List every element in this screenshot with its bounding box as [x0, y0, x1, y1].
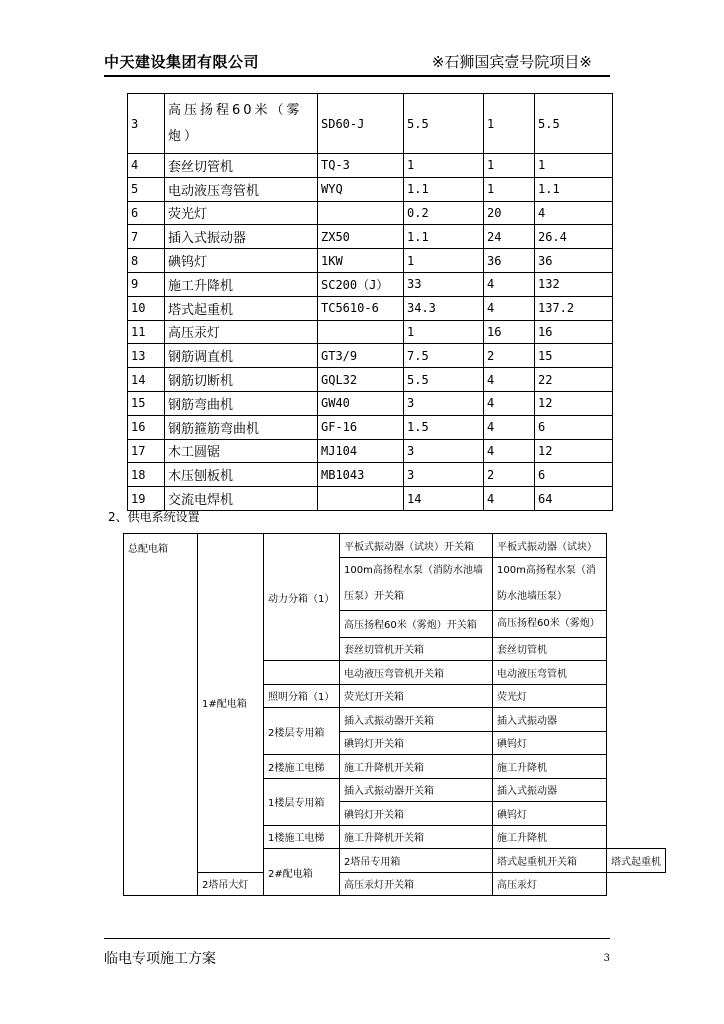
device-crane: 塔式起重机 [607, 849, 666, 873]
device-pipe-bender: 电动液压弯管机 [493, 661, 607, 685]
cell-total: 64 [535, 487, 613, 511]
page-number: 3 [603, 953, 610, 964]
cell-power: 1 [404, 320, 484, 344]
cell-qty: 1 [484, 94, 535, 154]
cell-qty: 4 [484, 272, 535, 296]
floor1-dedicated-box: 1楼层专用箱 [264, 778, 340, 825]
switch-box-vibrator-f2: 插入式振动器开关箱 [340, 708, 493, 732]
cell-qty: 2 [484, 463, 535, 487]
table-row [128, 415, 613, 439]
cell-model: WYQ [318, 177, 404, 201]
equipment-table [127, 93, 613, 511]
device-iodine-f2: 碘钨灯 [493, 731, 607, 755]
cell-name: 电动液压弯管机 [165, 177, 318, 201]
cell-model: TC5610-6 [318, 296, 404, 320]
distribution-box-2: 2#配电箱 [264, 849, 340, 896]
cell-model [318, 201, 404, 225]
cell-power: 3 [404, 463, 484, 487]
device-mercury-lamp: 高压汞灯 [493, 872, 607, 896]
table-row [128, 296, 613, 320]
cell-total: 1.1 [535, 177, 613, 201]
cell-name: 木压刨板机 [165, 463, 318, 487]
cell-no: 14 [128, 368, 165, 392]
cell-total: 132 [535, 272, 613, 296]
cell-model: 1KW [318, 249, 404, 273]
device-vibrator-f1: 插入式振动器 [493, 778, 607, 802]
device-fog-cannon: 高压扬程60米（雾炮） [493, 610, 607, 637]
device-flat-vibrator: 平板式振动器（试块） [493, 534, 607, 558]
cell-name: 碘钨灯 [165, 249, 318, 273]
power-sub-box: 动力分箱（1） [264, 534, 340, 661]
cell-total: 6 [535, 463, 613, 487]
cell-power: 7.5 [404, 344, 484, 368]
switch-box-lift-f2: 施工升降机开关箱 [340, 755, 493, 779]
device-iodine-f1: 碘钨灯 [493, 802, 607, 826]
crane2-dedicated-box: 2塔吊专用箱 [340, 849, 493, 873]
cell-no: 15 [128, 391, 165, 415]
cell-power: 3 [404, 391, 484, 415]
table-row [128, 225, 613, 249]
cell-qty: 1 [484, 154, 535, 178]
cell-name: 钢筋弯曲机 [165, 391, 318, 415]
distribution-box-1: 1#配电箱 [198, 534, 264, 873]
switch-box-water-pump: 100m高扬程水泵（消防水池墙压泵）开关箱 [340, 557, 493, 610]
cell-model: SC200（J） [318, 272, 404, 296]
section-title: 2、供电系统设置 [108, 510, 200, 524]
cell-qty: 4 [484, 368, 535, 392]
cell-no: 11 [128, 320, 165, 344]
switch-box-thread-cutter: 套丝切管机开关箱 [340, 637, 493, 661]
cell-model: TQ-3 [318, 154, 404, 178]
cell-total: 4 [535, 201, 613, 225]
page-footer [104, 938, 610, 965]
cell-qty: 36 [484, 249, 535, 273]
table-row [128, 463, 613, 487]
device-fluorescent: 荧光灯 [493, 684, 607, 708]
cell-qty: 4 [484, 487, 535, 511]
cell-no: 13 [128, 344, 165, 368]
cell-power: 34.3 [404, 296, 484, 320]
cell-name: 荧光灯 [165, 201, 318, 225]
cell-no: 9 [128, 272, 165, 296]
cell-no: 10 [128, 296, 165, 320]
switch-box-iodine-f1: 碘钨灯开关箱 [340, 802, 493, 826]
device-lift-f2: 施工升降机 [493, 755, 607, 779]
cell-model: GW40 [318, 391, 404, 415]
cell-name: 木工圆锯 [165, 439, 318, 463]
cell-qty: 16 [484, 320, 535, 344]
table-row [128, 177, 613, 201]
cell-total: 22 [535, 368, 613, 392]
cell-name: 钢筋调直机 [165, 344, 318, 368]
cell-no: 16 [128, 415, 165, 439]
cell-no: 6 [128, 201, 165, 225]
cell-model: MB1043 [318, 463, 404, 487]
cell-model: ZX50 [318, 225, 404, 249]
cell-qty: 24 [484, 225, 535, 249]
cell-total: 5.5 [535, 94, 613, 154]
cell-no: 19 [128, 487, 165, 511]
cell-no: 8 [128, 249, 165, 273]
table-row [128, 94, 613, 154]
table-row [128, 391, 613, 415]
cell-total: 1 [535, 154, 613, 178]
cell-model: SD60-J [318, 94, 404, 154]
device-thread-cutter: 套丝切管机 [493, 637, 607, 661]
cell-power: 0.2 [404, 201, 484, 225]
cell-power: 1 [404, 249, 484, 273]
cell-model: MJ104 [318, 439, 404, 463]
cell-name: 交流电焊机 [165, 487, 318, 511]
cell-power: 33 [404, 272, 484, 296]
cell-total: 16 [535, 320, 613, 344]
cell-no: 7 [128, 225, 165, 249]
cell-model: GF-16 [318, 415, 404, 439]
cell-power: 5.5 [404, 94, 484, 154]
cell-power: 1.1 [404, 225, 484, 249]
cell-name: 施工升降机 [165, 272, 318, 296]
cell-total: 6 [535, 415, 613, 439]
lighting-sub-box: 照明分箱（1） [264, 684, 340, 708]
switch-box-lift-f1: 施工升降机开关箱 [340, 825, 493, 849]
device-lift-f1: 施工升降机 [493, 825, 607, 849]
switch-box-pipe-bender: 电动液压弯管机开关箱 [340, 661, 493, 685]
cell-name: 塔式起重机 [165, 296, 318, 320]
cell-qty: 20 [484, 201, 535, 225]
cell-no: 3 [128, 94, 165, 154]
table-row [128, 154, 613, 178]
switch-box-fog-cannon: 高压扬程60米（雾炮）开关箱 [340, 610, 493, 637]
cell-name: 插入式振动器 [165, 225, 318, 249]
cell-no: 5 [128, 177, 165, 201]
switch-box-crane: 塔式起重机开关箱 [493, 849, 607, 873]
table-row [128, 368, 613, 392]
switch-box-iodine-f2: 碘钨灯开关箱 [340, 731, 493, 755]
cell-total: 12 [535, 391, 613, 415]
page-header [104, 49, 610, 77]
cell-qty: 1 [484, 177, 535, 201]
table-row [128, 320, 613, 344]
cell-qty: 4 [484, 439, 535, 463]
footer-title: 临电专项施工方案 [104, 951, 216, 967]
cell-model: GT3/9 [318, 344, 404, 368]
cell-name: 钢筋箍筋弯曲机 [165, 415, 318, 439]
cell-no: 4 [128, 154, 165, 178]
cell-power: 5.5 [404, 368, 484, 392]
cell-total: 12 [535, 439, 613, 463]
cell-qty: 2 [484, 344, 535, 368]
cell-qty: 4 [484, 391, 535, 415]
cell-qty: 4 [484, 415, 535, 439]
switch-box-flat-vibrator: 平板式振动器（试块）开关箱 [340, 534, 493, 558]
table-row [128, 439, 613, 463]
floor2-dedicated-box: 2楼层专用箱 [264, 708, 340, 755]
table-row [128, 272, 613, 296]
cell-power: 3 [404, 439, 484, 463]
floor1-elevator: 1楼施工电梯 [264, 825, 340, 849]
cell-model [318, 320, 404, 344]
cell-no: 18 [128, 463, 165, 487]
cell-power: 1.5 [404, 415, 484, 439]
switch-box-mercury-lamp: 高压汞灯开关箱 [340, 872, 493, 896]
table-row [128, 249, 613, 273]
project-name: ※石狮国宾壹号院项目※ [431, 53, 592, 71]
cell-name: 高压汞灯 [165, 320, 318, 344]
device-water-pump: 100m高扬程水泵（消防水池墙压泵） [493, 557, 607, 610]
cell-power: 14 [404, 487, 484, 511]
cell-power: 1 [404, 154, 484, 178]
device-vibrator-f2: 插入式振动器 [493, 708, 607, 732]
table-row [128, 344, 613, 368]
crane2-floodlight: 2塔吊大灯 [198, 872, 264, 896]
cell-total: 137.2 [535, 296, 613, 320]
switch-box-fluorescent: 荧光灯开关箱 [340, 684, 493, 708]
cell-total: 15 [535, 344, 613, 368]
cell-no: 17 [128, 439, 165, 463]
cell-model [318, 487, 404, 511]
cell-power: 1.1 [404, 177, 484, 201]
cell-model: GQL32 [318, 368, 404, 392]
company-name: 中天建设集团有限公司 [104, 53, 260, 71]
table-row [128, 201, 613, 225]
cell-total: 26.4 [535, 225, 613, 249]
empty-cell [264, 661, 340, 685]
switch-box-vibrator-f1: 插入式振动器开关箱 [340, 778, 493, 802]
main-distribution-box: 总配电箱 [124, 534, 198, 896]
cell-name: 钢筋切断机 [165, 368, 318, 392]
floor2-elevator: 2楼施工电梯 [264, 755, 340, 779]
cell-qty: 4 [484, 296, 535, 320]
cell-name: 高压扬程60米（雾炮） [165, 94, 318, 154]
cell-total: 36 [535, 249, 613, 273]
power-supply-table [123, 533, 666, 896]
cell-name: 套丝切管机 [165, 154, 318, 178]
table-row [128, 487, 613, 511]
